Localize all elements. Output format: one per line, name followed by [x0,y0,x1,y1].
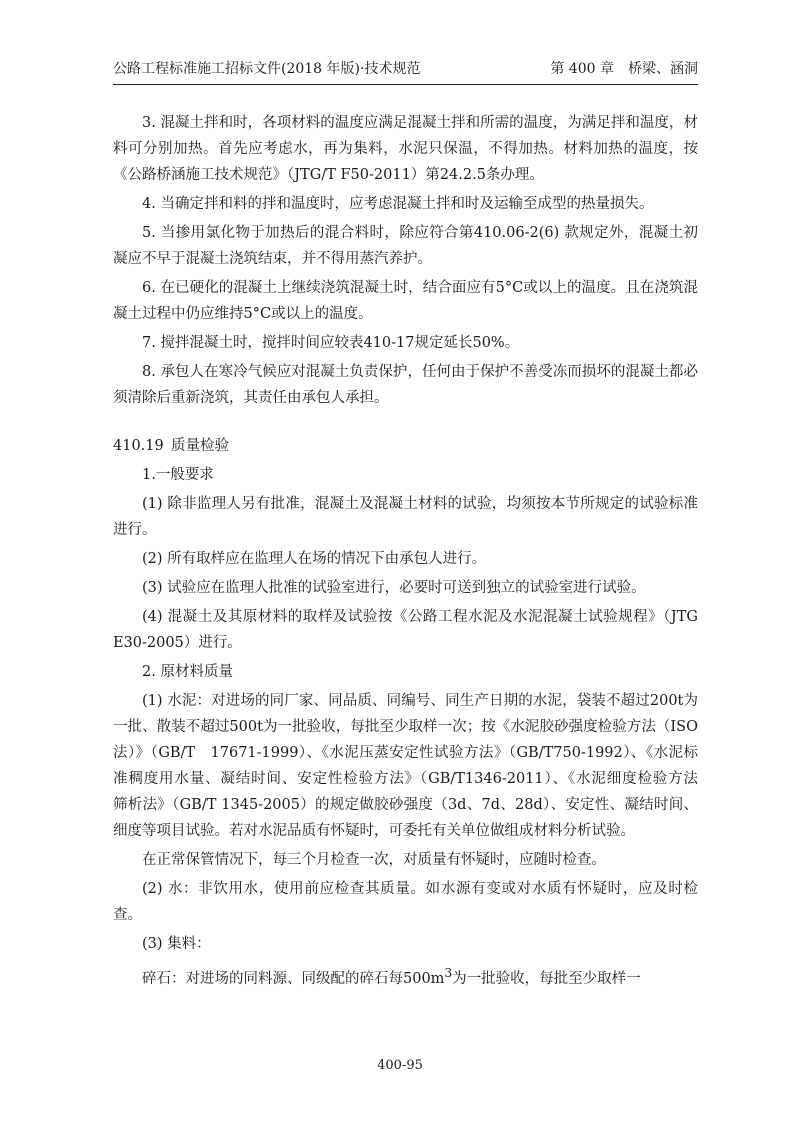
subsection-heading: 1.一般要求 [142,467,214,483]
paragraph: 7. 搅拌混凝土时，搅拌时间应较表410-17规定延长50%。 [142,335,520,351]
paragraph: 5. 当掺用氯化物于加热后的混合料时，除应符合第410.06-2(6) 款规定外，混凝土初凝应不早于混凝土浇筑结束，并不得用蒸汽养护。 [113,225,698,267]
section-number: 410.19 [113,438,164,454]
gravel-text-continued: 为一批验收，每批至少取样一 [452,970,641,987]
paragraph [113,960,698,992]
list-item: (1) 水泥：对进场的同厂家、同品质、同编号、同生产日期的水泥，袋装不超过200t为一批、散装不超过500t为一批验收，每批至少取样一次；按《水泥胶砂强度检验方法（ISO法）》（GB/T 17671-1999）、《水泥压蒸安定性试验方法》（GB/T750-1992）、《水泥标准稠度用水量、凝结时间、安定性检验方法》（GB/T1346-2011）、《水泥细度检验方法 筛析法》（GB/T 1345-2005）的规定做胶砂强度（3d、7d、28d）、安定性、凝结时间、细度等项目试验。若对水泥品质有怀疑时，可委托有关单位做组成材料分析试验。 [113,693,713,839]
page-footer [0,1058,800,1074]
list-item: (1) 除非监理人另有批准，混凝土及混凝土材料的试验，均须按本节所规定的试验标准进行。 [113,496,698,538]
paragraph: 8. 承包人在寒冷气候应对混凝土负责保护，任何由于保护不善受冻而损坏的混凝土都必须清除后重新浇筑，其责任由承包人承担。 [113,364,698,406]
list-item: (2) 所有取样应在监理人在场的情况下由承包人进行。 [142,551,487,567]
list-item: (4) 混凝土及其原材料的取样及试验按《公路工程水泥及水泥混凝土试验规程》（JTG E30-2005）进行。 [113,609,698,651]
page-body [113,110,713,995]
header-rule [113,84,698,85]
paragraph: 3. 混凝土拌和时，各项材料的温度应满足混凝土拌和所需的温度，为满足拌和温度，材料可分别加热。首先应考虑水，再为集料，水泥只保温，不得加热。材料加热的温度，按《公路桥涵施工技术规范》（JTG/T F50-2011）第24.2.5条办理。 [113,115,698,183]
list-item: (3) 试验应在监理人批准的试验室进行，必要时可送到独立的试验室进行试验。 [142,580,646,596]
list-item: (3) 集料： [142,936,211,952]
gravel-text: 碎石：对进场的同料源、同级配的碎石每500m [142,970,445,987]
paragraph: 4. 当确定拌和料的拌和温度时，应考虑混凝土拌和时及运输至成型的热量损失。 [142,196,654,212]
subsection-heading: 2. 原材料质量 [142,664,233,680]
section-heading [113,433,698,459]
page-header [113,60,698,86]
superscript-3: 3 [444,966,453,980]
header-document-title: 公路工程标准施工招标文件(2018 年版)·技术规范 [113,61,421,77]
list-item: (2) 水：非饮用水，使用前应检查其质量。如水源有变或对水质有怀疑时，应及时检查。 [113,881,698,923]
page-number: 400-95 [377,1058,423,1073]
paragraph: 6. 在已硬化的混凝土上继续浇筑混凝土时，结合面应有5°C或以上的温度。且在浇筑混凝土过程中仍应维持5°C或以上的温度。 [113,280,698,322]
section-title: 质量检验 [171,438,229,454]
paragraph: 在正常保管情况下，每三个月检查一次，对质量有怀疑时，应随时检查。 [142,852,606,868]
header-chapter-title: 第 400 章 桥梁、涵洞 [550,61,698,77]
